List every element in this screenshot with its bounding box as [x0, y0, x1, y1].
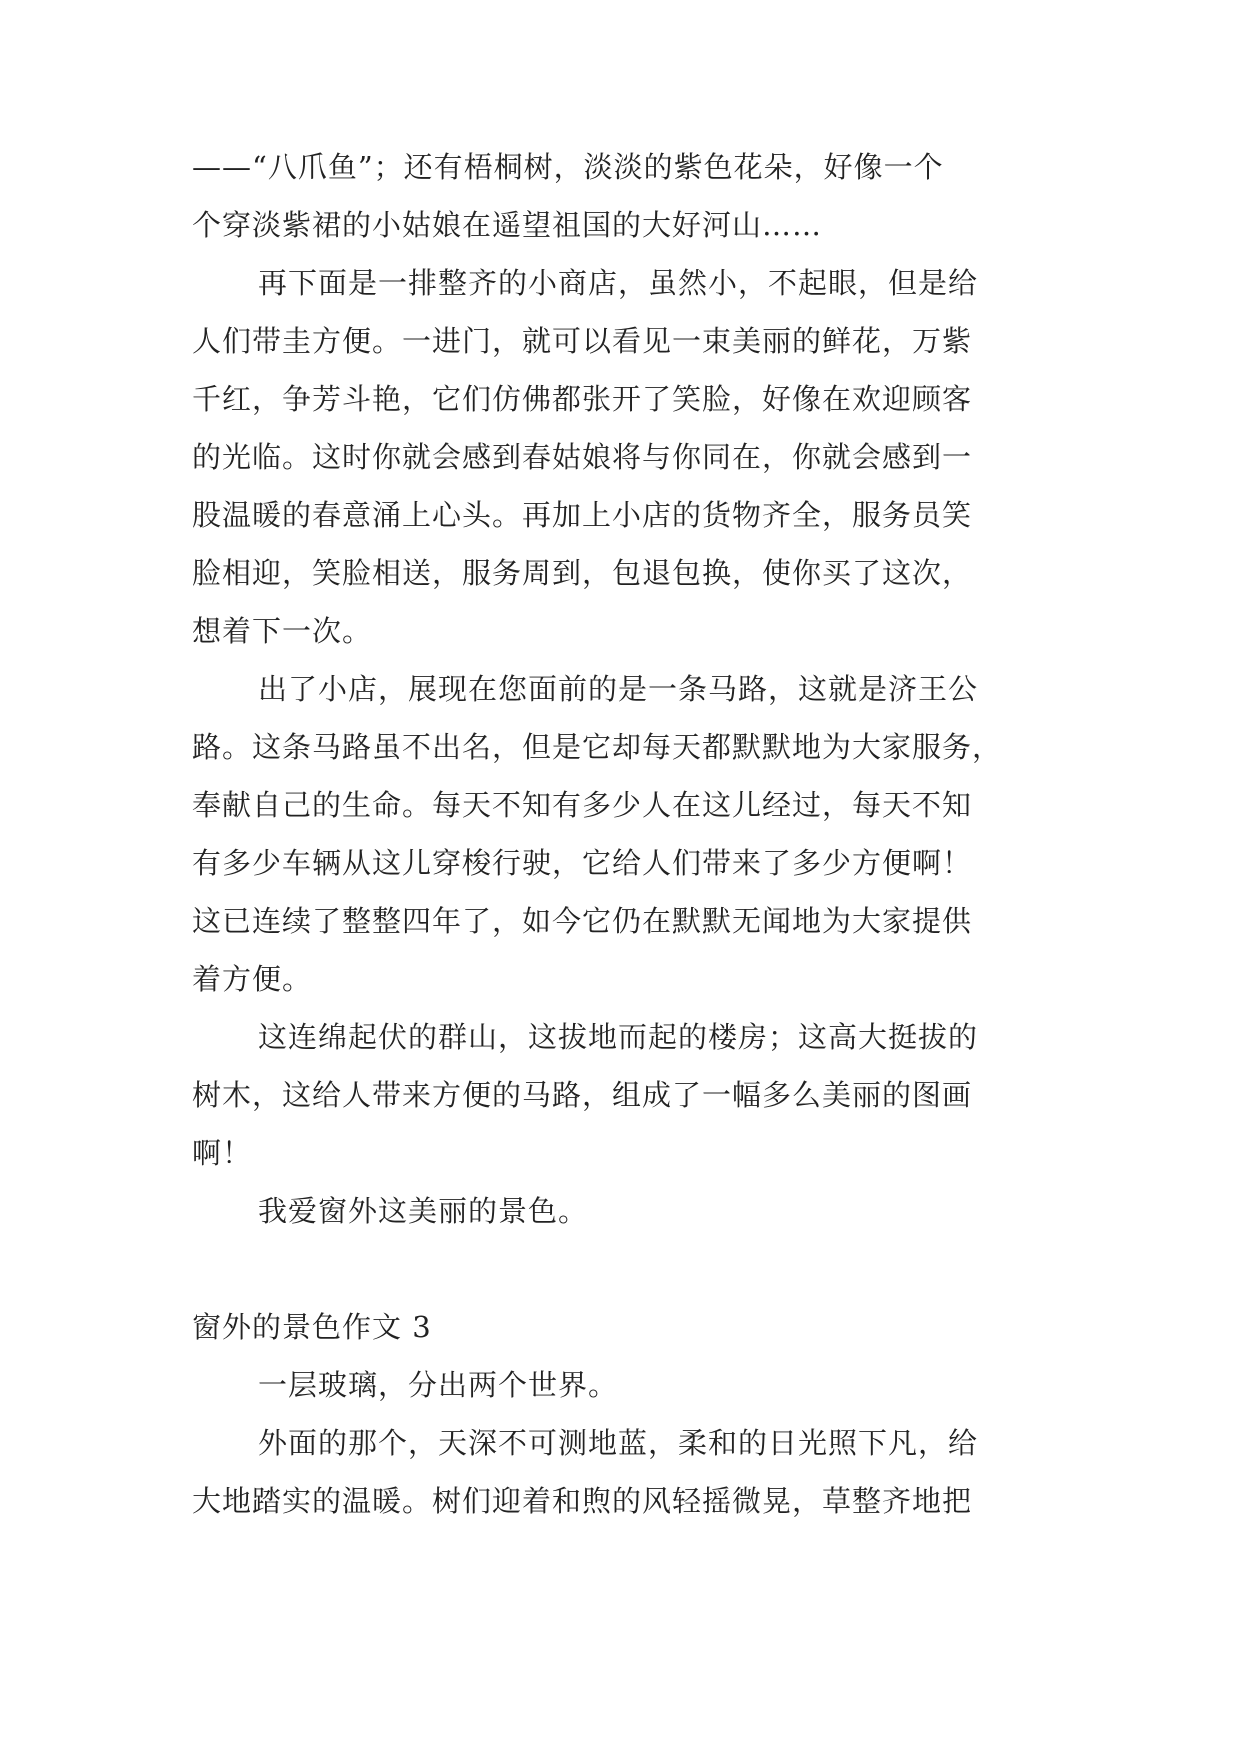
text-line: 千红，争芳斗艳，它们仿佛都张开了笑脸，好像在欢迎顾客 [192, 382, 973, 416]
paragraph-start-line: 出了小店，展现在您面前的是一条马路，这就是济王公 [258, 672, 979, 706]
text-line: 着方便。 [192, 962, 313, 996]
text-line: 想着下一次。 [192, 614, 373, 648]
text-line: 有多少车辆从这儿穿梭行驶，它给人们带来了多少方便啊！ [192, 846, 973, 880]
section-heading: 窗外的景色作文 3 [192, 1310, 432, 1344]
text-line: 这已连续了整整四年了，如今它仍在默默无闻地为大家提供 [192, 904, 973, 938]
blank-line [192, 1240, 1052, 1298]
text-line: 脸相迎，笑脸相送，服务周到，包退包换，使你买了这次， [192, 556, 973, 590]
document-body [192, 138, 1052, 1530]
text-line: 路。这条马路虽不出名，但是它却每天都默默地为大家服务， [192, 730, 1003, 764]
text-line: 奉献自己的生命。每天不知有多少人在这儿经过，每天不知 [192, 788, 973, 822]
text-line: 啊！ [192, 1136, 253, 1170]
text-line: 大地踏实的温暖。树们迎着和煦的风轻摇微晃，草整齐地把 [192, 1484, 973, 1518]
paragraph-start-line: 一层玻璃，分出两个世界。 [258, 1368, 619, 1402]
text-line: 的光临。这时你就会感到春姑娘将与你同在，你就会感到一 [192, 440, 973, 474]
text-line: 股温暖的春意涌上心头。再加上小店的货物齐全，服务员笑 [192, 498, 973, 532]
text-line: ——“八爪鱼”；还有梧桐树，淡淡的紫色花朵，好像一个 [192, 150, 944, 184]
text-line: 人们带圭方便。一进门，就可以看见一束美丽的鲜花，万紫 [192, 324, 973, 358]
paragraph-start-line: 我爱窗外这美丽的景色。 [258, 1194, 589, 1228]
text-line: 个穿淡紫裙的小姑娘在遥望祖国的大好河山…… [192, 208, 823, 242]
paragraph-start-line: 外面的那个，天深不可测地蓝，柔和的日光照下凡，给 [258, 1426, 979, 1460]
paragraph-start-line: 这连绵起伏的群山，这拔地而起的楼房；这高大挺拔的 [258, 1020, 979, 1054]
paragraph-start-line: 再下面是一排整齐的小商店，虽然小，不起眼，但是给 [258, 266, 979, 300]
text-line: 树木，这给人带来方便的马路，组成了一幅多么美丽的图画 [192, 1078, 973, 1112]
